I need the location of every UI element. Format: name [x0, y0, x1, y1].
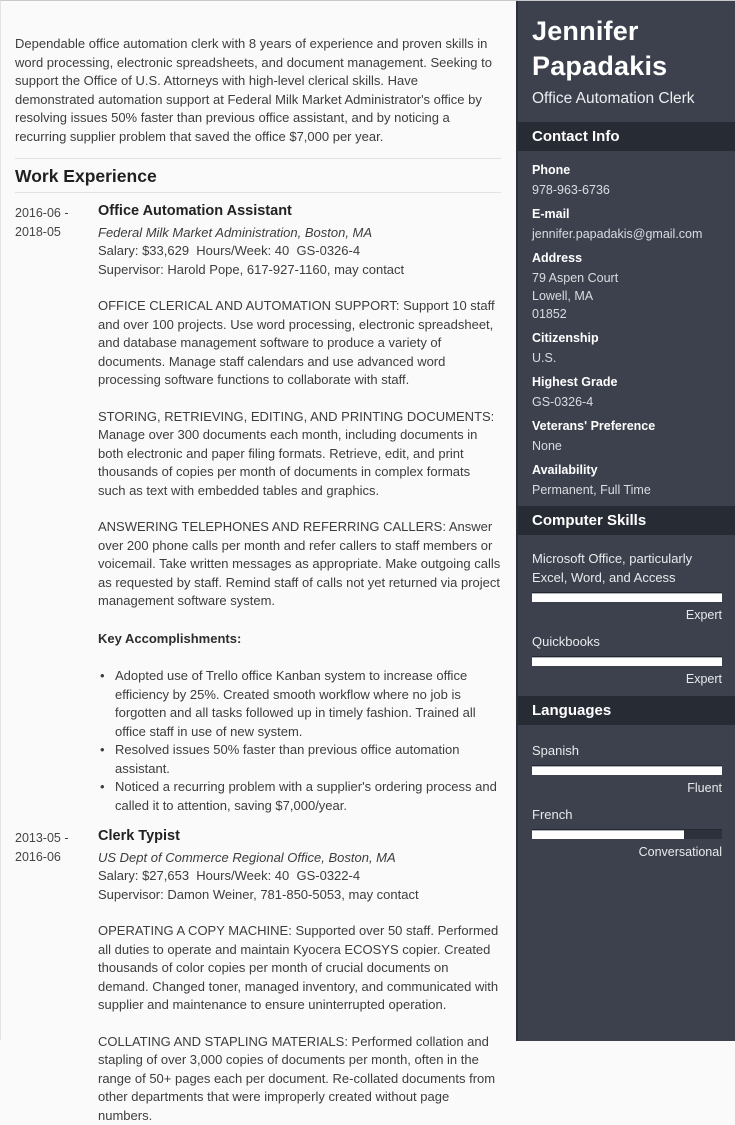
contact-value: Lowell, MA	[532, 287, 722, 305]
job-dates	[15, 827, 98, 1125]
contact-value: Permanent, Full Time	[532, 481, 722, 499]
key-accomplishments-label: Key Accomplishments:	[98, 630, 501, 649]
job-entry-1	[15, 202, 501, 815]
sidebar-header	[518, 1, 735, 109]
resume-page	[1, 1, 735, 1041]
contact-value: 79 Aspen Court	[532, 269, 722, 287]
person-name-line1: Jennifer	[532, 14, 722, 49]
language-name: Spanish	[532, 741, 722, 760]
contact-label: E-mail	[532, 206, 722, 223]
job-company: Federal Milk Market Administration, Boston, MA	[98, 224, 501, 242]
skill-bar	[532, 656, 722, 666]
computer-skills-section	[518, 535, 735, 688]
skill-name: Microsoft Office, particularly Excel, Word, and Access	[532, 549, 722, 587]
contact-item-citizenship	[532, 330, 722, 367]
job-date-to: 2016-06	[15, 848, 98, 867]
job-entry-2	[15, 827, 501, 1125]
skill-item	[532, 632, 722, 688]
job-paragraph: ANSWERING TELEPHONES AND REFERRING CALLERS: Answer over 200 phone calls per month and refer callers to staff members or voicemail. Take written messages as appropriate. Make outgoing calls as requested by staff. Remind staff of calls not yet returned via project management software system.	[98, 518, 501, 611]
skill-bar-fill	[532, 593, 722, 602]
contact-item-availability	[532, 462, 722, 499]
job-paragraph: OPERATING A COPY MACHINE: Supported over 50 staff. Performed all duties to operate and maintain Kyocera ECOSYS copier. Created thousands of color copies per month of crucial documents on demand. Changed toner, managed inventory, and communicated with supplier and maintenance to ensure uninterrupted operation.	[98, 922, 501, 1015]
job-dates	[15, 202, 98, 815]
contact-value: jennifer.papadakis@gmail.com	[532, 225, 722, 243]
job-body	[98, 202, 501, 815]
person-name	[532, 14, 722, 84]
accomplishment-item: • Adopted use of Trello office Kanban system to increase office efficiency by 25%. Created smooth workflow where no job is forgotten and all tasks followed up in timely fashion. Trained all office staff in use of new system.	[98, 667, 501, 741]
languages-heading: Languages	[518, 696, 735, 725]
contact-value: GS-0326-4	[532, 393, 722, 411]
skill-item	[532, 549, 722, 624]
language-bar	[532, 765, 722, 775]
job-date-to: 2018-05	[15, 223, 98, 242]
contact-item-email	[532, 206, 722, 243]
language-item	[532, 741, 722, 797]
contact-info-section	[518, 151, 735, 499]
contact-value: U.S.	[532, 349, 722, 367]
job-title: Clerk Typist	[98, 827, 501, 846]
accomplishments-list	[98, 667, 501, 815]
language-bar-fill	[532, 830, 684, 839]
contact-info-heading: Contact Info	[518, 122, 735, 151]
contact-value: 01852	[532, 305, 722, 323]
job-body	[98, 827, 501, 1125]
contact-label: Phone	[532, 162, 722, 179]
summary-paragraph: Dependable office automation clerk with 8 years of experience and proven skills in word processing, electronic spreadsheets, and document management. Seeking to support the Office of U.S. Attorneys with high-level clerical skills. Have demonstrated automation support at Federal Milk Market Administrator's office by resolving issues 50% faster than previous office assistant, and by noticing a recurring supplier problem that saved the office $7,000 per year.	[15, 35, 501, 146]
divider	[15, 192, 501, 193]
accomplishment-item: • Noticed a recurring problem with a supplier's ordering process and called it to attention, saving $7,000/year.	[98, 778, 501, 815]
job-supervisor-line: Supervisor: Damon Weiner, 781-850-5053, may contact	[98, 886, 501, 905]
language-level: Fluent	[532, 780, 722, 797]
person-job-title: Office Automation Clerk	[532, 89, 722, 109]
contact-label: Citizenship	[532, 330, 722, 347]
work-experience-heading: Work Experience	[15, 165, 501, 187]
job-company: US Dept of Commerce Regional Office, Boston, MA	[98, 849, 501, 867]
contact-label: Address	[532, 250, 722, 267]
job-paragraph: STORING, RETRIEVING, EDITING, AND PRINTING DOCUMENTS: Manage over 300 documents each month, including documents in both electronic and paper filing formats. Retrieve, edit, and print thousands of copies per month of documents in complex formats such as text with embedded tables and graphics.	[98, 408, 501, 501]
contact-label: Highest Grade	[532, 374, 722, 391]
languages-section	[518, 725, 735, 861]
contact-item-highest-grade	[532, 374, 722, 411]
skill-level: Expert	[532, 671, 722, 688]
language-item	[532, 805, 722, 861]
skill-level: Expert	[532, 607, 722, 624]
language-bar-fill	[532, 766, 722, 775]
job-title: Office Automation Assistant	[98, 202, 501, 221]
skill-bar-fill	[532, 657, 722, 666]
contact-item-veterans-preference	[532, 418, 722, 455]
language-name: French	[532, 805, 722, 824]
skill-name: Quickbooks	[532, 632, 722, 651]
contact-label: Veterans' Preference	[532, 418, 722, 435]
skill-bar	[532, 592, 722, 602]
job-salary-line: Salary: $27,653 Hours/Week: 40 GS-0322-4	[98, 867, 501, 886]
job-date-from: 2013-05 -	[15, 829, 98, 848]
language-bar	[532, 829, 722, 839]
job-salary-line: Salary: $33,629 Hours/Week: 40 GS-0326-4	[98, 242, 501, 261]
language-level: Conversational	[532, 844, 722, 861]
contact-value: 978-963-6736	[532, 181, 722, 199]
job-paragraph: COLLATING AND STAPLING MATERIALS: Performed collation and stapling of over 3,000 copies of documents per month, often in the range of 50+ pages each per document. Re-collated documents from other departments that were improperly created without page numbers.	[98, 1033, 501, 1125]
sidebar	[516, 1, 735, 1041]
contact-item-address	[532, 250, 722, 323]
job-supervisor-line: Supervisor: Harold Pope, 617-927-1160, may contact	[98, 261, 501, 280]
contact-label: Availability	[532, 462, 722, 479]
divider	[15, 158, 501, 159]
contact-item-phone	[532, 162, 722, 199]
contact-value: None	[532, 437, 722, 455]
main-column	[1, 1, 516, 1041]
job-paragraph: OFFICE CLERICAL AND AUTOMATION SUPPORT: Support 10 staff and over 100 projects. Use word processing, electronic spreadsheet, and database management software to produce a variety of documents. Manage staff calendars and use advanced word processing software functions to collaborate with staff.	[98, 297, 501, 390]
accomplishment-item: • Resolved issues 50% faster than previous office automation assistant.	[98, 741, 501, 778]
job-date-from: 2016-06 -	[15, 204, 98, 223]
person-name-line2: Papadakis	[532, 49, 722, 84]
computer-skills-heading: Computer Skills	[518, 506, 735, 535]
